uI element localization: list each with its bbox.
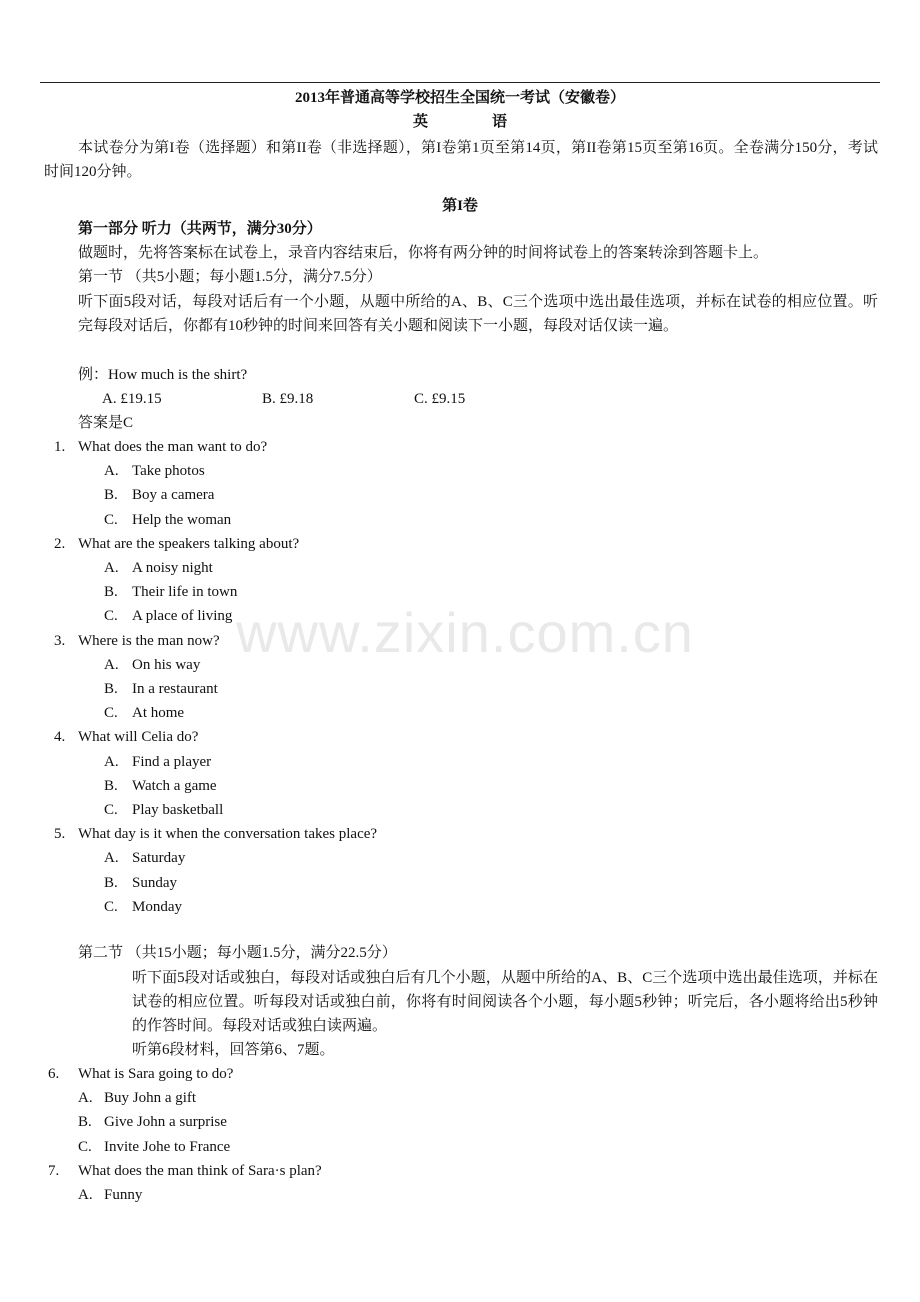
- question-text: What does the man think of Sara·s plan?: [78, 1162, 322, 1179]
- intro-paragraph: 本试卷分为第I卷（选择题）和第II卷（非选择题），第I卷第1页至第14页，第II卷第15页至第16页。全卷满分150分，考试时间120分钟。: [44, 140, 878, 180]
- question-number: 1.: [54, 439, 66, 455]
- option-letter: C.: [104, 705, 118, 722]
- question-number: 7.: [48, 1162, 60, 1179]
- question-text: What does the man want to do?: [78, 439, 268, 455]
- question-number: 2.: [54, 535, 66, 552]
- option-text: Give John a surprise: [104, 1114, 227, 1131]
- watermark: www.zixin.com.cn: [236, 601, 694, 664]
- option-letter: A.: [104, 656, 119, 673]
- option-letter: A.: [104, 560, 119, 576]
- option-text: In a restaurant: [132, 681, 218, 697]
- example-option-b: B. £9.18: [262, 391, 314, 407]
- option-letter: B.: [78, 1114, 92, 1131]
- option-text: Find a player: [132, 753, 212, 770]
- option-letter: A.: [104, 850, 119, 867]
- header-rule: [40, 82, 880, 83]
- exam-title: 2013年普通高等学校招生全国统一考试（安徽卷）: [294, 90, 625, 106]
- option-text: Monday: [132, 898, 182, 915]
- example-question: 例：How much is the shirt?: [78, 367, 248, 383]
- example-option-a: A. £19.15: [102, 391, 162, 407]
- option-text: Buy John a gift: [104, 1090, 197, 1107]
- example-answer: 答案是C: [78, 415, 134, 431]
- subject-char-1: 英: [412, 114, 428, 130]
- option-text: At home: [132, 705, 185, 722]
- option-letter: B.: [104, 584, 118, 601]
- volume-title: 第I卷: [442, 198, 478, 214]
- option-letter: C.: [104, 608, 118, 625]
- option-letter: C.: [104, 898, 118, 915]
- question-number: 4.: [54, 729, 66, 746]
- section2-material: 听第6段材料，回答第6、7题。: [132, 1042, 335, 1058]
- section2-title: 第二节 （共15小题；每小题1.5分，满分22.5分）: [78, 945, 397, 961]
- option-text: On his way: [132, 656, 201, 673]
- part1-instruction: 做题时，先将答案标在试卷上，录音内容结束后，你将有两分钟的时间将试卷上的答案转涂到答题卡上。: [78, 245, 769, 261]
- option-text: Help the woman: [132, 511, 232, 528]
- option-text: Saturday: [132, 850, 186, 867]
- option-letter: B.: [104, 487, 118, 504]
- option-letter: A.: [78, 1090, 93, 1107]
- section1-instruction: 听下面5段对话，每段对话后有一个小题，从题中所给的A、B、C三个选项中选出最佳选项，并标在试卷的相应位置。听完每段对话后，你都有10秒钟的时间来回答有关小题和阅读下一小题，每段对话仅读一遍。: [78, 294, 878, 334]
- option-text: Boy a camera: [132, 487, 215, 504]
- option-text: Sunday: [132, 874, 177, 891]
- question-text: Where is the man now?: [78, 632, 220, 649]
- option-letter: A.: [104, 753, 119, 770]
- question-text: What is Sara going to do?: [78, 1066, 234, 1082]
- question-number: 6.: [48, 1066, 60, 1082]
- option-letter: C.: [104, 802, 118, 818]
- option-text: Funny: [104, 1187, 143, 1203]
- option-text: Play basketball: [132, 802, 224, 818]
- section2-instruction: 听下面5段对话或独白，每段对话或独白后有几个小题，从题中所给的A、B、C三个选项中选出最佳选项，并标在试卷的相应位置。听每段对话或独白前，你将有时间阅读各个小题，每小题5秒钟；听完后，各小题将给出5秒钟的作答时间。每段对话或独白读两遍。: [132, 970, 878, 1034]
- question-text: What day is it when the conversation takes place?: [78, 826, 378, 843]
- question-text: What will Celia do?: [78, 729, 199, 746]
- question-text: What are the speakers talking about?: [78, 535, 300, 552]
- option-letter: B.: [104, 681, 118, 697]
- option-text: A place of living: [132, 608, 233, 625]
- option-text: Watch a game: [132, 777, 217, 794]
- option-letter: C.: [104, 511, 118, 528]
- option-letter: A.: [104, 463, 119, 480]
- example-option-c: C. £9.15: [414, 391, 466, 407]
- subject-char-2: 语: [492, 114, 508, 130]
- part1-title: 第一部分 听力（共两节，满分30分）: [78, 221, 322, 237]
- option-letter: B.: [104, 777, 118, 794]
- option-text: Invite Johe to France: [104, 1138, 231, 1155]
- option-text: Take photos: [132, 463, 205, 480]
- option-text: A noisy night: [132, 560, 213, 576]
- question-number: 5.: [54, 826, 66, 843]
- option-letter: A.: [78, 1187, 93, 1203]
- option-letter: B.: [104, 874, 118, 891]
- section1-title: 第一节 （共5小题；每小题1.5分，满分7.5分）: [78, 269, 382, 285]
- subject-title: [0, 112, 920, 132]
- question-number: 3.: [54, 632, 66, 649]
- option-letter: C.: [78, 1138, 92, 1155]
- option-text: Their life in town: [132, 584, 238, 601]
